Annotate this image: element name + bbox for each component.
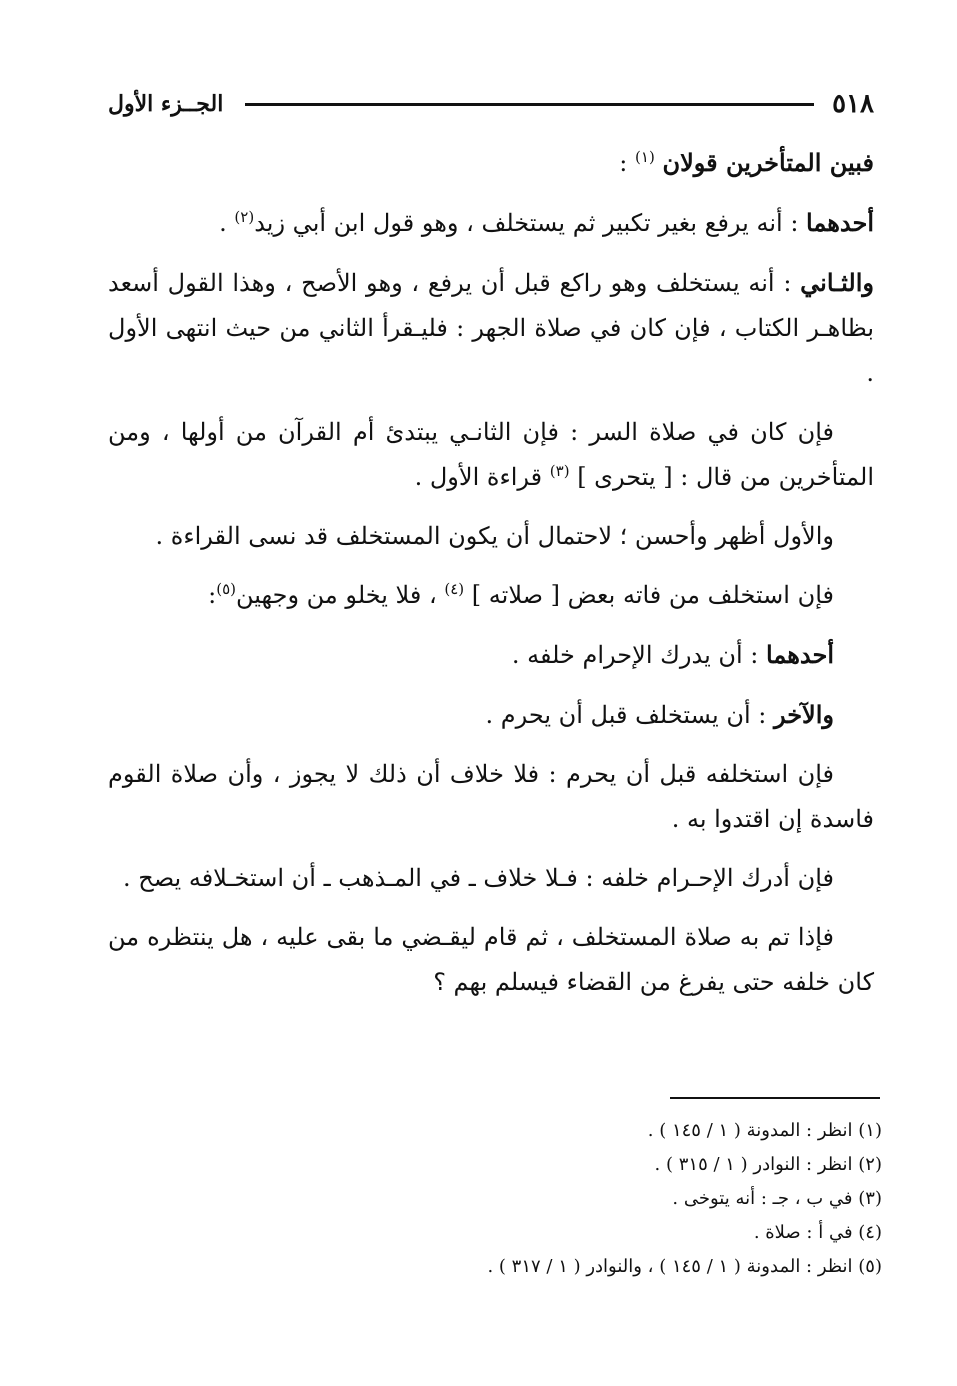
paragraph-text: : أن يستخلف قبل أن يحرم .	[485, 701, 767, 729]
footnotes	[200, 1114, 882, 1284]
main-text	[108, 140, 874, 1019]
paragraph-text: : أن يدرك الإحرام خلفه .	[511, 641, 759, 669]
paragraph-lead: أحدهما	[806, 208, 874, 237]
paragraph-text: فإن استخلف من فاته بعض [ صلاته ]	[471, 581, 834, 609]
paragraph	[108, 915, 874, 1005]
running-header	[108, 84, 874, 124]
paragraph	[108, 856, 874, 901]
header-rule	[245, 103, 814, 106]
paragraph-lead: فبين المتأخرين قولان	[662, 148, 874, 177]
paragraph-tail: :	[208, 581, 217, 609]
paragraph-tail: قراءة الأول .	[414, 463, 543, 491]
footnote-ref: (٢)	[234, 208, 255, 226]
footnote-separator	[670, 1097, 880, 1099]
footnote-ref: (٣)	[549, 462, 570, 480]
paragraph-text: فإن أدرك الإحـرام خلفه : فـلا خلاف ـ في المـذهب ـ أن استخـلافه يصح .	[122, 864, 834, 892]
paragraph	[108, 514, 874, 559]
paragraph	[108, 692, 874, 738]
footnote-ref: (٤)	[444, 580, 465, 598]
footnote: (٢) انظر : النوادر ( ١ / ٣١٥ ) .	[654, 1154, 882, 1175]
paragraph-lead: والثـاني	[800, 268, 874, 297]
paragraph-text: : أنه يرفع بغير تكبير ثم يستخلف ، وهو قول ابن أبي زيد	[254, 209, 799, 237]
paragraph-tail: .	[219, 209, 227, 237]
footnote: (٣) في ب ، جـ : أنه يتوخى .	[672, 1188, 882, 1209]
footnote: (١) انظر : المدونة ( ١ / ١٤٥ ) .	[647, 1120, 882, 1141]
footnote-ref: (٥)	[216, 580, 237, 598]
paragraph	[108, 140, 874, 186]
paragraph-text: والأول أظهر وأحسن ؛ لاحتمال أن يكون المستخلف قد نسى القراءة .	[155, 522, 834, 550]
paragraph-text: : أنه يستخلف وهو راكع قبل أن يرفع ، وهو الأصح ، وهذا القول أسعد بظاهـر الكتاب ، فإن كان في صلاة الجهر : فليـقرأ الثاني من حيث انتهى الأول .	[108, 269, 874, 387]
footnote: (٥) انظر : المدونة ( ١ / ١٤٥ ) ، والنوادر ( ١ / ٣١٧ ) .	[487, 1256, 882, 1277]
paragraph	[108, 410, 874, 500]
paragraph	[108, 260, 874, 396]
paragraph-text: فإذا تم به صلاة المستخلف ، ثم قام ليقـضي ما بقى عليه ، هل ينتظره من كان خلفه حتى يفرغ من القضاء فيسلم بهم ؟	[108, 923, 874, 996]
paragraph-text: فإن كان في صلاة السر : فإن الثانـي يبتدئ أم القرآن من أولها ، ومن المتأخرين من قال : [ يتحرى ]	[108, 418, 874, 491]
page-number: ٥١٨	[832, 89, 874, 119]
footnote: (٤) في أ : صلاة .	[753, 1222, 882, 1243]
paragraph	[108, 200, 874, 246]
paragraph-text: :	[619, 149, 628, 177]
paragraph-tail: ، فلا يخلو من وجهين	[236, 581, 437, 609]
paragraph	[108, 632, 874, 678]
paragraph	[108, 573, 874, 618]
paragraph-lead: أحدهما	[766, 640, 834, 669]
paragraph-lead: والآخر	[773, 700, 834, 729]
paragraph-text: فإن استخلفه قبل أن يحرم : فلا خلاف أن ذلك لا يجوز ، وأن صلاة القوم فاسدة إن اقتدوا به .	[108, 760, 874, 833]
footnote-ref: (١)	[635, 148, 655, 166]
paragraph	[108, 752, 874, 842]
part-title: الجــزء الأول	[108, 91, 224, 117]
